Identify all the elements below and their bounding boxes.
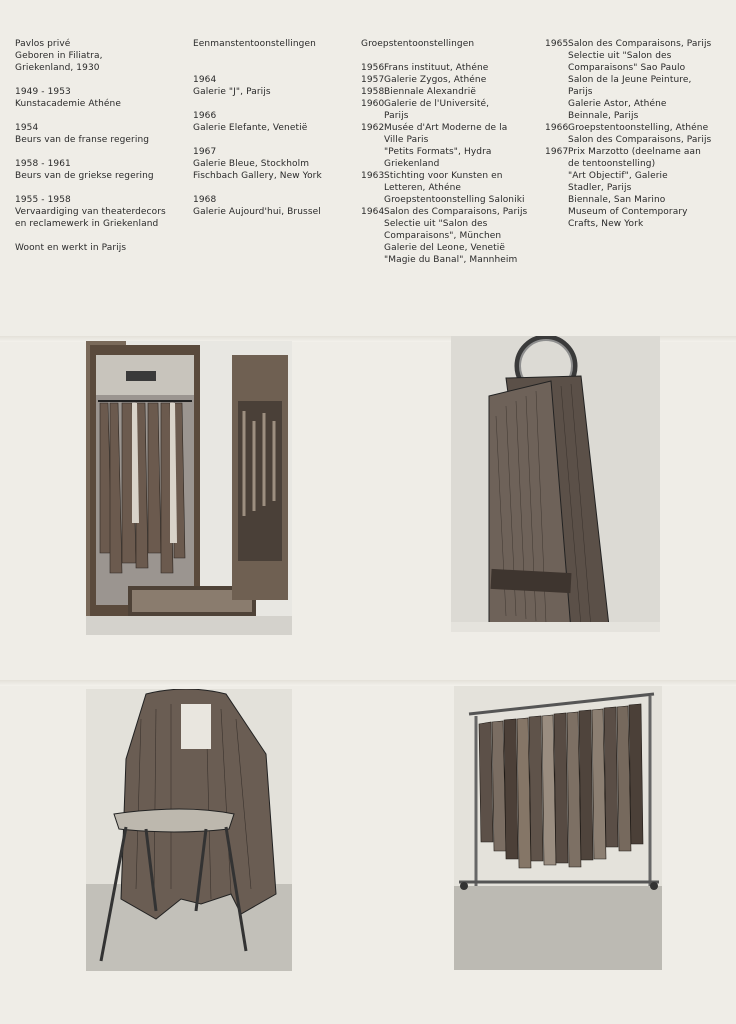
text-line bbox=[15, 182, 185, 194]
solo-exhibitions-column bbox=[193, 38, 358, 218]
entry-year: 1960 bbox=[361, 99, 385, 109]
text-line: Pavlos privé bbox=[15, 39, 71, 49]
text-line: Kunstacademie Athéne bbox=[15, 99, 121, 109]
entry-year: 1964 bbox=[361, 207, 385, 217]
photo-clothes-rack bbox=[454, 686, 662, 970]
entry-line: Groepstentoonstelling Saloniki bbox=[384, 195, 525, 205]
exhibition-entry bbox=[545, 38, 730, 122]
entry-line: Crafts, New York bbox=[568, 219, 644, 229]
entry-line: Galerie Astor, Athéne bbox=[568, 99, 667, 109]
text-line: Beurs van de griekse regering bbox=[15, 171, 154, 181]
entry-line: Biennale Alexandrië bbox=[384, 87, 476, 97]
entry-line: Griekenland bbox=[384, 159, 440, 169]
group-exhibitions-heading: Groepstentoonstellingen bbox=[361, 39, 475, 49]
text-line bbox=[193, 98, 358, 110]
entry-line: Salon des Comparaisons, Parijs bbox=[568, 135, 712, 145]
entry-line: Biennale, San Marino bbox=[568, 195, 666, 205]
text-line: Woont en werkt in Parijs bbox=[15, 243, 127, 253]
text-line: Fischbach Gallery, New York bbox=[193, 171, 322, 181]
text-line bbox=[15, 230, 185, 242]
entry-line: Galerie de l'Université, bbox=[384, 99, 490, 109]
text-line: 1967 bbox=[193, 147, 217, 157]
text-line: 1954 bbox=[15, 123, 39, 133]
solo-exhibitions-heading: Eenmanstentoonstellingen bbox=[193, 39, 316, 49]
text-line: Galerie Bleue, Stockholm bbox=[193, 159, 310, 169]
entry-year: 1967 bbox=[545, 147, 569, 157]
entry-year: 1965 bbox=[545, 39, 569, 49]
entry-line: Museum of Contemporary bbox=[568, 207, 688, 217]
entry-line: Salon des Comparaisons, Parijs bbox=[384, 207, 528, 217]
exhibition-entry bbox=[361, 98, 541, 122]
entry-line: Selectie uit "Salon des bbox=[384, 219, 488, 229]
photo-jacket-on-chair bbox=[86, 689, 292, 971]
text-line: Griekenland, 1930 bbox=[15, 63, 100, 73]
exhibition-entry bbox=[361, 62, 541, 74]
text-line: en reclamewerk in Griekenland bbox=[15, 219, 159, 229]
entry-line: "Petits Formats", Hydra bbox=[384, 147, 492, 157]
group-exhibitions-column bbox=[361, 38, 541, 266]
group-exhibitions-continued-column bbox=[545, 38, 730, 230]
text-line: Galerie Elefante, Venetië bbox=[193, 123, 308, 133]
entry-line: Musée d'Art Moderne de la bbox=[384, 123, 508, 133]
entry-line: "Art Objectif", Galerie bbox=[568, 171, 668, 181]
text-line bbox=[193, 182, 358, 194]
entry-line: Stadler, Parijs bbox=[568, 183, 632, 193]
text-line: Galerie Aujourd'hui, Brussel bbox=[193, 207, 321, 217]
entry-year: 1957 bbox=[361, 75, 385, 85]
exhibition-entry bbox=[361, 74, 541, 86]
exhibition-entry bbox=[361, 86, 541, 98]
entry-year: 1962 bbox=[361, 123, 385, 133]
entry-line: Galerie del Leone, Venetië bbox=[384, 243, 506, 253]
entry-line: de tentoonstelling) bbox=[568, 159, 656, 169]
text-line bbox=[15, 74, 185, 86]
entry-line: Beinnale, Parijs bbox=[568, 111, 639, 121]
entry-line: Ville Paris bbox=[384, 135, 429, 145]
entry-line: Parijs bbox=[568, 87, 593, 97]
text-line: 1966 bbox=[193, 111, 217, 121]
entry-line: Salon des Comparaisons, Parijs bbox=[568, 39, 712, 49]
biography-column bbox=[15, 38, 185, 254]
text-line: 1955 - 1958 bbox=[15, 195, 71, 205]
entry-line: Letteren, Athéne bbox=[384, 183, 462, 193]
entry-year: 1956 bbox=[361, 63, 385, 73]
entry-line: Frans instituut, Athéne bbox=[384, 63, 489, 73]
text-line bbox=[15, 110, 185, 122]
text-line bbox=[193, 62, 358, 74]
text-line: 1968 bbox=[193, 195, 217, 205]
text-line: 1964 bbox=[193, 75, 217, 85]
exhibition-entry bbox=[545, 122, 730, 146]
entry-line: Salon de la Jeune Peinture, bbox=[568, 75, 692, 85]
entry-year: 1958 bbox=[361, 87, 385, 97]
entry-line: "Magie du Banal", Mannheim bbox=[384, 255, 518, 265]
exhibition-entry bbox=[361, 122, 541, 170]
entry-line: Prix Marzotto (deelname aan bbox=[568, 147, 701, 157]
text-line: Beurs van de franse regering bbox=[15, 135, 150, 145]
entry-line: Comparaisons", München bbox=[384, 231, 502, 241]
entry-year: 1966 bbox=[545, 123, 569, 133]
entry-year: 1963 bbox=[361, 171, 385, 181]
text-line: 1949 - 1953 bbox=[15, 87, 71, 97]
text-line bbox=[15, 146, 185, 158]
text-line bbox=[193, 134, 358, 146]
text-line: 1958 - 1961 bbox=[15, 159, 71, 169]
text-line: Vervaardiging van theaterdecors bbox=[15, 207, 166, 217]
entry-line: Stichting voor Kunsten en bbox=[384, 171, 503, 181]
exhibition-entry bbox=[361, 170, 541, 206]
exhibition-entry bbox=[545, 146, 730, 230]
exhibition-entry bbox=[361, 206, 541, 266]
entry-line: Galerie Zygos, Athéne bbox=[384, 75, 487, 85]
text-line: Galerie "J", Parijs bbox=[193, 87, 271, 97]
entry-line: Groepstentoonstelling, Athéne bbox=[568, 123, 709, 133]
entry-line: Parijs bbox=[384, 111, 409, 121]
photo-towel-on-ring bbox=[451, 336, 660, 632]
entry-line: Selectie uit "Salon des bbox=[568, 51, 672, 61]
text-line: Geboren in Filiatra, bbox=[15, 51, 103, 61]
photo-wardrobe bbox=[86, 341, 292, 635]
entry-line: Comparaisons" Sao Paulo bbox=[568, 63, 686, 73]
